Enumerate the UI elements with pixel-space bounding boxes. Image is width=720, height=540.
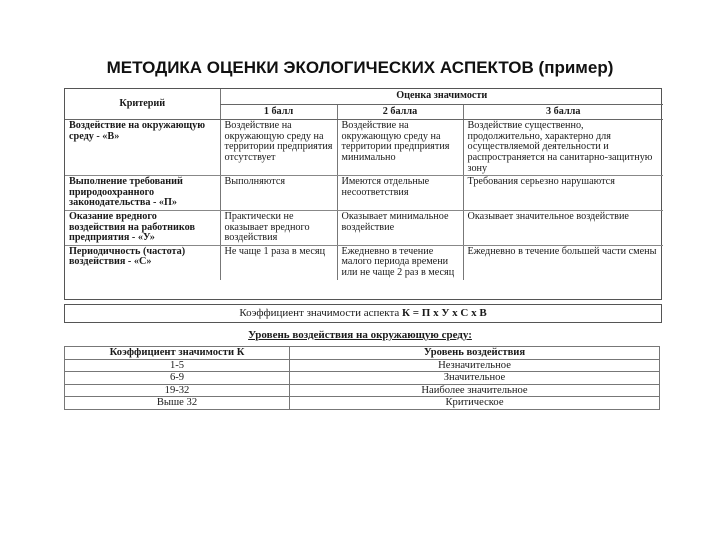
formula-label: Коэффициент значимости аспекта — [239, 307, 400, 319]
score-header-3: 3 балла — [463, 104, 663, 120]
impact-level-cell: Наиболее значительное — [290, 384, 660, 397]
criterion-cell: Периодичность (частота) воздействия - «С» — [69, 245, 186, 268]
impact-level-cell: Незначительное — [290, 359, 660, 372]
score-header-1: 1 балл — [220, 104, 337, 120]
header-row-group — [65, 89, 663, 104]
level-header: Уровень воздействия — [290, 347, 660, 360]
k-range-cell: Выше 32 — [65, 397, 290, 410]
page-title: МЕТОДИКА ОЦЕНКИ ЭКОЛОГИЧЕСКИХ АСПЕКТОВ (пример) — [106, 58, 614, 77]
table-row — [65, 210, 663, 245]
criterion-cell: Оказание вредного воздействия на работников предприятия - «У» — [65, 210, 220, 245]
assessment-table — [65, 89, 663, 280]
criterion-cell: Воздействие на окружающую среду - «В» — [65, 120, 220, 176]
k-range-cell: 19-32 — [65, 384, 290, 397]
table-row — [65, 245, 663, 279]
significance-header: Оценка значимости — [220, 89, 663, 104]
score-2-cell: Имеются отдельные несоответствия — [337, 176, 463, 211]
assessment-table-frame — [64, 88, 662, 300]
k-range-cell: 6-9 — [65, 372, 290, 385]
table-row — [65, 397, 660, 410]
score-1-cell: Воздействие на окружающую среду на территории предприятия отсутствует — [220, 120, 337, 176]
k-header: Коэффициент значимости К — [65, 347, 290, 360]
impact-levels-title: Уровень воздействия на окружающую среду: — [248, 329, 472, 341]
score-3-cell: Оказывает значительное воздействие — [463, 210, 663, 245]
impact-levels-table — [64, 346, 660, 410]
table-row — [65, 384, 660, 397]
score-2-cell: Воздействие на окружающую среду на территории предприятия минимально — [337, 120, 463, 176]
score-3-cell: Требования серьезно нарушаются — [463, 176, 663, 211]
criterion-cell: Выполнение требований природоохранного законодательства - «П» — [65, 176, 220, 211]
table-row — [65, 372, 660, 385]
impact-level-cell: Критическое — [290, 397, 660, 410]
formula-expression: К = П х У х С х В — [402, 307, 487, 319]
score-header-2: 2 балла — [337, 104, 463, 120]
table-row — [65, 359, 660, 372]
score-2-cell: Ежедневно в течение малого периода времени или не чаще 2 раз в месяц — [337, 245, 463, 279]
impact-level-cell: Значительное — [290, 372, 660, 385]
score-3-cell: Ежедневно в течение большей части смены — [463, 245, 663, 279]
significance-formula — [64, 304, 662, 323]
table-row — [65, 120, 663, 176]
criterion-header: Критерий — [65, 89, 220, 120]
score-1-cell: Практически не оказывает вредного воздействия — [220, 210, 337, 245]
table-row — [65, 176, 663, 211]
score-1-cell: Выполняются — [220, 176, 337, 211]
levels-header-row — [65, 347, 660, 360]
score-1-cell: Не чаще 1 раза в месяц — [220, 245, 337, 279]
score-2-cell: Оказывает минимальное воздействие — [337, 210, 463, 245]
k-range-cell: 1-5 — [65, 359, 290, 372]
score-3-cell: Воздействие существенно, продолжительно, характерно для осуществляемой деятельности и распространяется на санитарно-защитную зону — [463, 120, 663, 176]
